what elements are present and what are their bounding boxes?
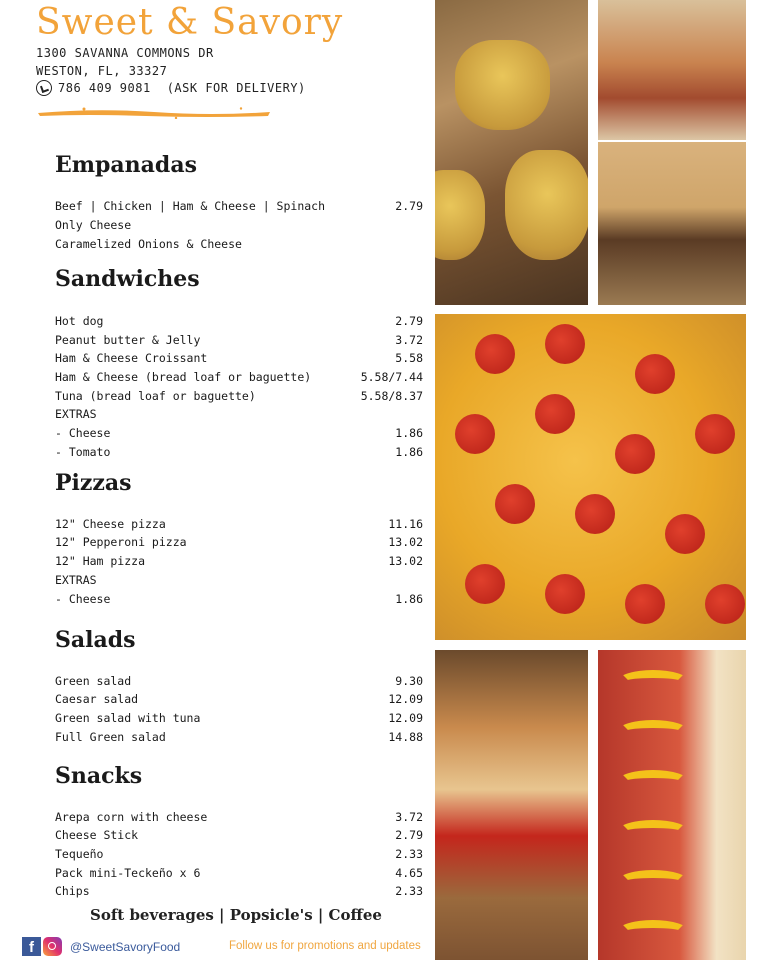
brush-stroke-divider xyxy=(36,107,272,119)
section-title-sandwiches: Sandwiches xyxy=(55,266,200,292)
item-price: 9.30 xyxy=(395,674,423,688)
menu-item xyxy=(55,424,423,442)
menu-item xyxy=(55,728,423,746)
phone-number[interactable]: 786 409 9081 xyxy=(58,81,151,95)
menu-item xyxy=(55,672,423,690)
item-price: 1.86 xyxy=(395,445,423,459)
item-price: 12.09 xyxy=(388,711,423,725)
item-price: 5.58 xyxy=(395,351,423,365)
item-name: Hot dog xyxy=(55,314,104,328)
section-title-salads: Salads xyxy=(55,627,136,653)
menu-item xyxy=(55,709,423,727)
item-price: 2.33 xyxy=(395,884,423,898)
menu-item xyxy=(55,331,423,349)
item-price: 4.65 xyxy=(395,866,423,880)
address-street: 1300 SAVANNA COMMONS DR xyxy=(36,46,214,60)
item-price: 11.16 xyxy=(388,517,423,531)
menu-item xyxy=(55,845,423,863)
item-price: 5.58/7.44 xyxy=(360,370,423,384)
menu-item xyxy=(55,533,423,551)
item-name: - Cheese xyxy=(55,592,111,606)
item-name: Tuna (bread loaf or baguette) xyxy=(55,389,256,403)
phone-row xyxy=(36,80,306,96)
menu-item xyxy=(55,387,423,405)
item-name: Tequeño xyxy=(55,847,104,861)
menu-item xyxy=(55,808,423,826)
item-price: 5.58/8.37 xyxy=(360,389,423,403)
item-name: - Cheese xyxy=(55,426,111,440)
menu-item xyxy=(55,443,423,461)
item-name: - Tomato xyxy=(55,445,111,459)
item-name: Caramelized Onions & Cheese xyxy=(55,237,242,251)
item-name: Beef | Chicken | Ham & Cheese | Spinach xyxy=(55,199,326,213)
delivery-note: (ASK FOR DELIVERY) xyxy=(166,81,306,95)
item-price: 3.72 xyxy=(395,810,423,824)
menu-item xyxy=(55,864,423,882)
instagram-icon[interactable] xyxy=(43,937,62,956)
menu-item xyxy=(55,882,423,900)
menu-item xyxy=(55,349,423,367)
section-title-pizzas: Pizzas xyxy=(55,470,132,496)
item-name: EXTRAS xyxy=(55,407,97,421)
menu-item xyxy=(55,216,423,234)
menu-item xyxy=(55,552,423,570)
item-name: Arepa corn with cheese xyxy=(55,810,208,824)
pbj-sandwich-photo xyxy=(435,650,588,960)
item-name: Cheese Stick xyxy=(55,828,139,842)
social-handle[interactable]: @SweetSavoryFood xyxy=(70,939,181,954)
item-price: 2.33 xyxy=(395,847,423,861)
address-city: WESTON, FL, 33327 xyxy=(36,64,168,78)
item-name: 12" Cheese pizza xyxy=(55,517,166,531)
item-name: Only Cheese xyxy=(55,218,132,232)
item-name: Green salad with tuna xyxy=(55,711,201,725)
follow-note: Follow us for promotions and updates xyxy=(229,940,421,952)
item-name: Peanut butter & Jelly xyxy=(55,333,201,347)
item-price: 14.88 xyxy=(388,730,423,744)
pepperoni-pizza-photo xyxy=(435,314,746,640)
item-name: 12" Pepperoni pizza xyxy=(55,535,187,549)
item-price: 13.02 xyxy=(388,535,423,549)
item-name: Ham & Cheese Croissant xyxy=(55,351,208,365)
drinks-line: Soft beverages | Popsicle's | Coffee xyxy=(90,906,382,924)
restaurant-name: Sweet & Savory xyxy=(36,2,344,43)
item-price: 1.86 xyxy=(395,592,423,606)
menu-item xyxy=(55,312,423,330)
item-price: 2.79 xyxy=(395,199,423,213)
item-name: Green salad xyxy=(55,674,132,688)
item-price: 13.02 xyxy=(388,554,423,568)
item-price: 3.72 xyxy=(395,333,423,347)
menu-item xyxy=(55,571,423,589)
menu-item xyxy=(55,826,423,844)
section-title-snacks: Snacks xyxy=(55,763,143,789)
section-title-empanadas: Empanadas xyxy=(55,152,197,178)
menu-item xyxy=(55,235,423,253)
item-price: 2.79 xyxy=(395,828,423,842)
item-name: Pack mini-Teckeño x 6 xyxy=(55,866,201,880)
empanada-filling-photo xyxy=(598,0,746,140)
item-name: Chips xyxy=(55,884,90,898)
menu-item xyxy=(55,405,423,423)
item-price: 2.79 xyxy=(395,314,423,328)
beef-empanada-photo xyxy=(598,142,746,305)
social-links xyxy=(22,937,180,956)
menu-item xyxy=(55,515,423,533)
menu-item xyxy=(55,590,423,608)
whatsapp-icon xyxy=(36,80,52,96)
empanadas-photo xyxy=(435,0,588,305)
facebook-icon[interactable]: f xyxy=(22,937,41,956)
item-name: Full Green salad xyxy=(55,730,166,744)
item-name: EXTRAS xyxy=(55,573,97,587)
item-name: Caesar salad xyxy=(55,692,139,706)
item-price: 1.86 xyxy=(395,426,423,440)
item-name: 12" Ham pizza xyxy=(55,554,146,568)
menu-item xyxy=(55,368,423,386)
hot-dog-photo xyxy=(598,650,746,960)
menu-item xyxy=(55,690,423,708)
item-price: 12.09 xyxy=(388,692,423,706)
menu-item xyxy=(55,197,423,215)
item-name: Ham & Cheese (bread loaf or baguette) xyxy=(55,370,312,384)
